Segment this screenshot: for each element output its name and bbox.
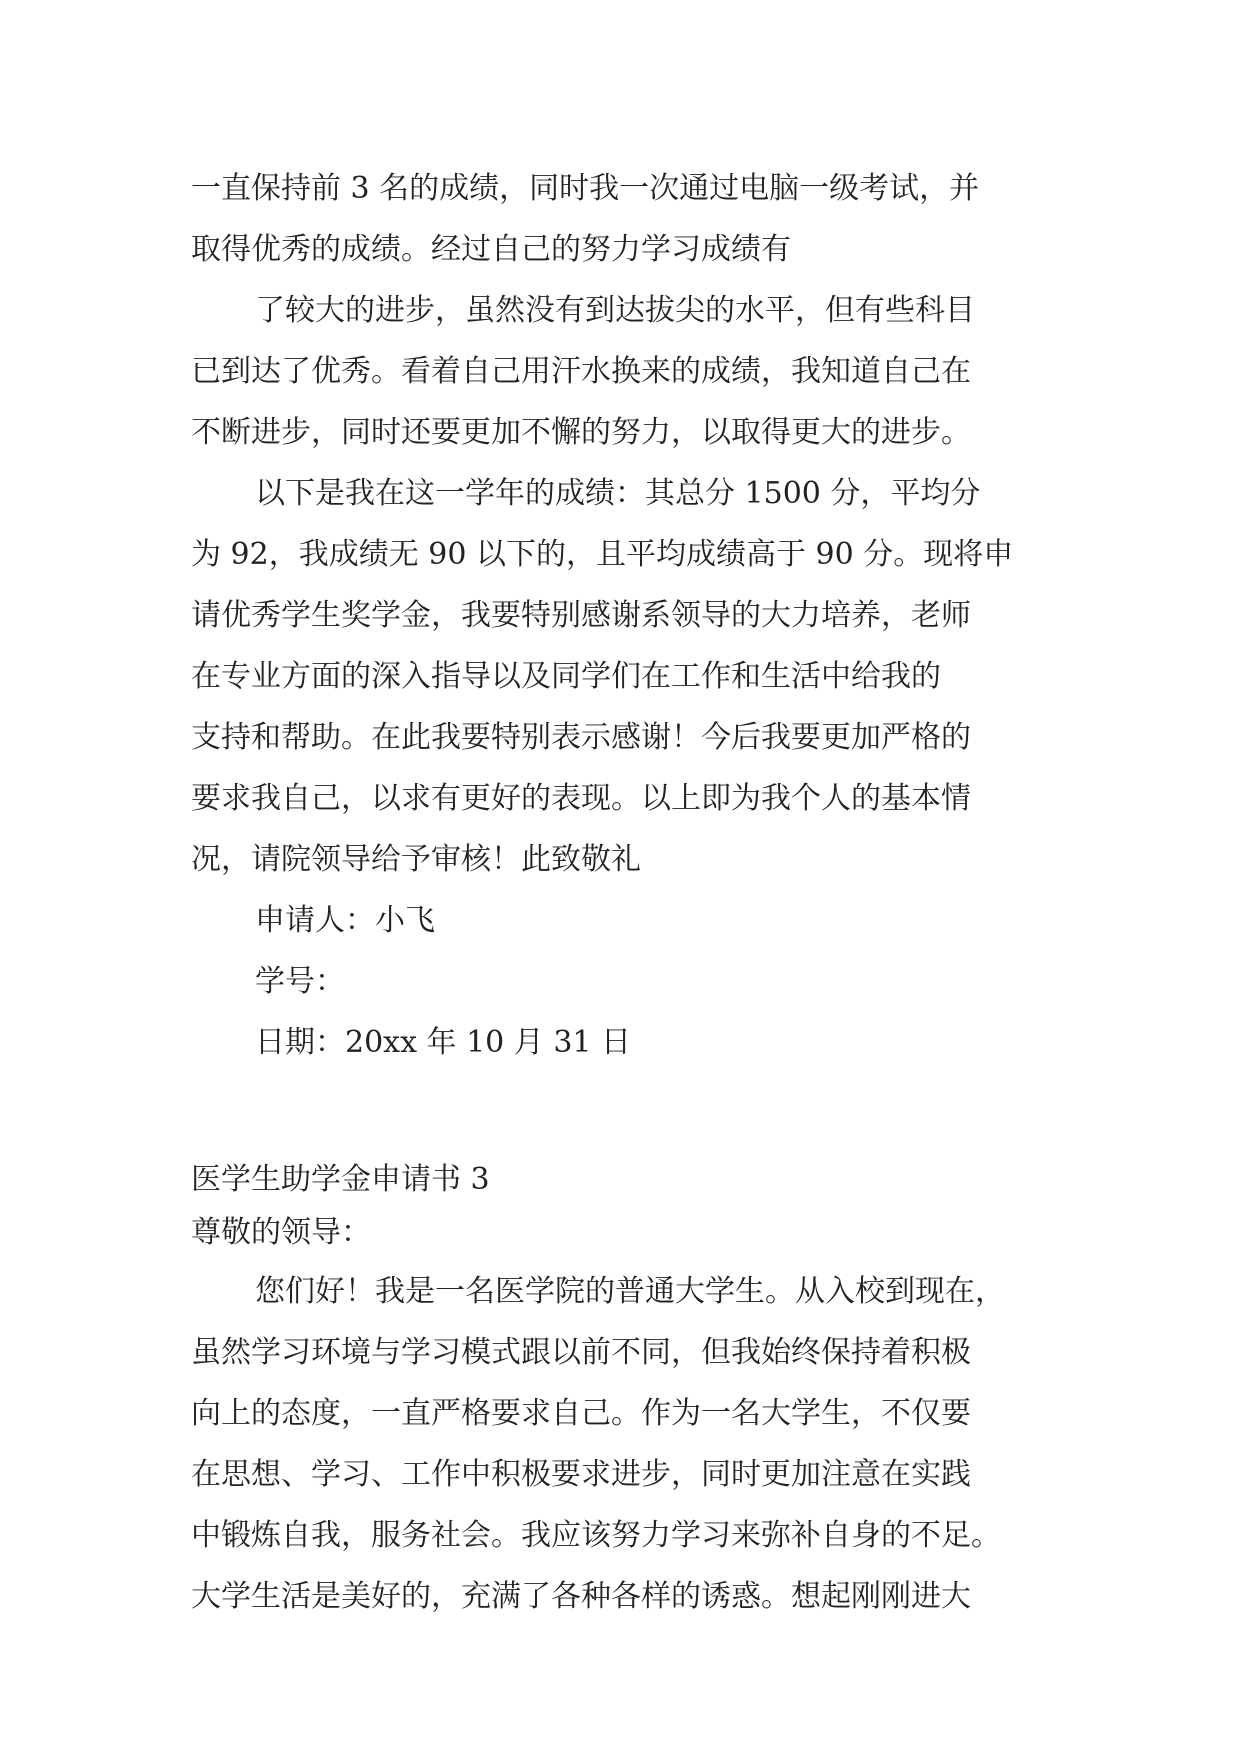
applicant-line: 申请人：小飞: [255, 903, 435, 938]
date-line: 日期：20xx 年 10 月 31 日: [255, 1025, 632, 1060]
paragraph-line: 在专业方面的深入指导以及同学们在工作和生活中给我的: [191, 659, 941, 694]
paragraph-line: 不断进步，同时还要更加不懈的努力，以取得更大的进步。: [191, 415, 971, 450]
paragraph-line: 在思想、学习、工作中积极要求进步，同时更加注意在实践: [191, 1457, 971, 1492]
paragraph-line: 大学生活是美好的，充满了各种各样的诱惑。想起刚刚进大: [191, 1579, 971, 1614]
document-body: [191, 158, 1071, 1627]
paragraph-line: 要求我自己，以求有更好的表现。以上即为我个人的基本情: [191, 781, 971, 816]
section-title: 医学生助学金申请书 3: [191, 1162, 490, 1197]
paragraph-line: 了较大的进步，虽然没有到达拔尖的水平，但有些科目: [255, 293, 975, 328]
paragraph-line: 取得优秀的成绩。经过自己的努力学习成绩有: [191, 232, 791, 267]
paragraph-line: 中锻炼自我，服务社会。我应该努力学习来弥补自身的不足。: [191, 1518, 1001, 1553]
paragraph-line: 向上的态度，一直严格要求自己。作为一名大学生，不仅要: [191, 1396, 971, 1431]
paragraph-line: 为 92，我成绩无 90 以下的，且平均成绩高于 90 分。现将申: [191, 537, 1014, 572]
paragraph-line: 况，请院领导给予审核！此致敬礼: [191, 842, 641, 877]
section-gap: [191, 1073, 1071, 1155]
paragraph-line: 一直保持前 3 名的成绩，同时我一次通过电脑一级考试，并: [191, 171, 980, 206]
paragraph-line: 已到达了优秀。看着自己用汗水换来的成绩，我知道自己在: [191, 354, 971, 389]
paragraph-line: 请优秀学生奖学金，我要特别感谢系领导的大力培养，老师: [191, 598, 971, 633]
paragraph-line: 您们好！我是一名医学院的普通大学生。从入校到现在，: [255, 1274, 1005, 1309]
paragraph-line: 以下是我在这一学年的成绩：其总分 1500 分，平均分: [255, 476, 981, 511]
paragraph-line: 虽然学习环境与学习模式跟以前不同，但我始终保持着积极: [191, 1335, 971, 1370]
salutation: 尊敬的领导：: [191, 1215, 371, 1250]
paragraph-line: 支持和帮助。在此我要特别表示感谢！今后我要更加严格的: [191, 720, 971, 755]
student-id-line: 学号：: [255, 964, 345, 999]
